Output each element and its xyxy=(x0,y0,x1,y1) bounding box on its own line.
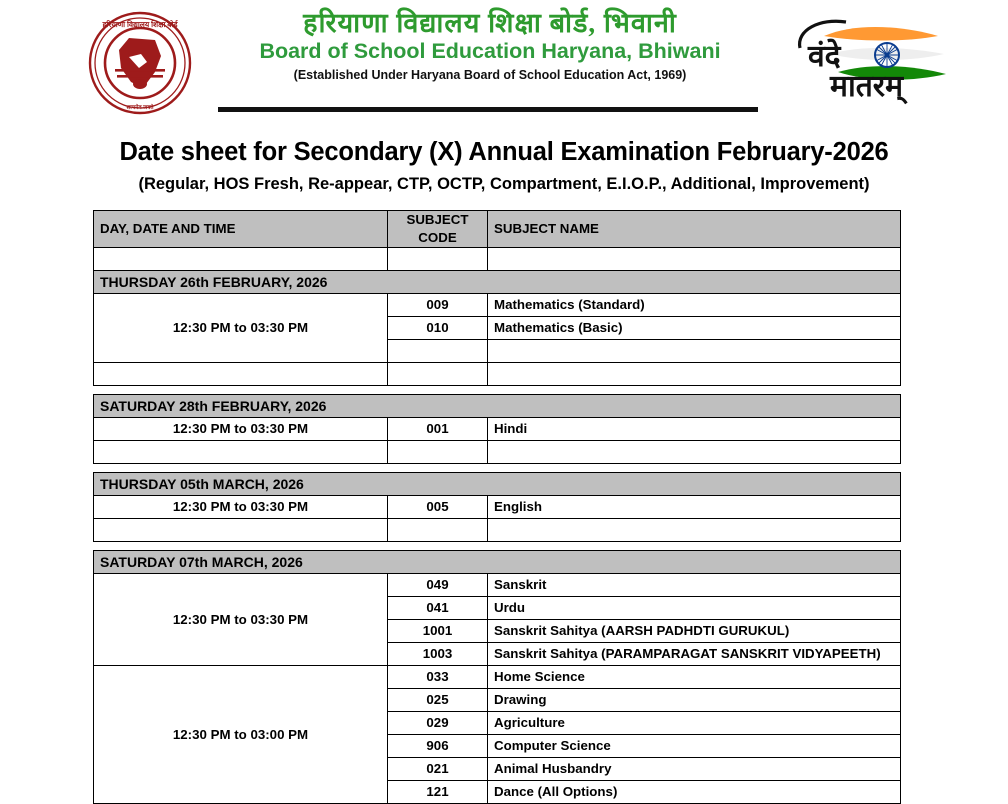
date-banner-label: THURSDAY 26th FEBRUARY, 2026 xyxy=(94,270,901,293)
spacer-cell xyxy=(388,247,488,270)
spacer-cell xyxy=(488,440,901,463)
subject-name-cell: Drawing xyxy=(488,688,901,711)
block-gap-row xyxy=(94,463,901,472)
spacer-cell xyxy=(388,362,488,385)
svg-text:सत्यमेव जयते: सत्यमेव जयते xyxy=(126,105,154,111)
table-row xyxy=(94,417,901,440)
table-row xyxy=(94,495,901,518)
subject-code-cell: 1001 xyxy=(388,619,488,642)
date-banner-row xyxy=(94,394,901,417)
subject-code-cell: 906 xyxy=(388,734,488,757)
spacer-cell xyxy=(388,440,488,463)
established-act-line: (Established Under Haryana Board of School Education Act, 1969) xyxy=(293,67,687,82)
gap-cell xyxy=(94,463,901,472)
table-row xyxy=(94,665,901,688)
subject-name-cell: Sanskrit Sahitya (AARSH PADHDTI GURUKUL) xyxy=(488,619,901,642)
subject-code-cell: 005 xyxy=(388,495,488,518)
block-spacer-row xyxy=(94,362,901,385)
haryana-board-seal-icon xyxy=(85,10,195,116)
date-banner-label: SATURDAY 28th FEBRUARY, 2026 xyxy=(94,394,901,417)
subject-code-cell: 1003 xyxy=(388,642,488,665)
date-banner-row xyxy=(94,550,901,573)
subject-code-cell: 121 xyxy=(388,780,488,803)
spacer-cell xyxy=(488,362,901,385)
subject-code-cell: 009 xyxy=(388,293,488,316)
subject-name-cell xyxy=(488,339,901,362)
header-day-date-time: DAY, DATE AND TIME xyxy=(94,211,388,248)
spacer-cell xyxy=(388,518,488,541)
subject-name-cell: Computer Science xyxy=(488,734,901,757)
date-banner-row xyxy=(94,270,901,293)
page-title: Date sheet for Secondary (X) Annual Examination February-2026 xyxy=(119,138,889,166)
subject-code-cell: 010 xyxy=(388,316,488,339)
gap-cell xyxy=(94,385,901,394)
subject-name-cell: Agriculture xyxy=(488,711,901,734)
subject-name-cell: Sanskrit xyxy=(488,573,901,596)
subject-code-cell: 021 xyxy=(388,757,488,780)
subject-name-cell: Home Science xyxy=(488,665,901,688)
subject-code-cell: 025 xyxy=(388,688,488,711)
header-subject-name: SUBJECT NAME xyxy=(488,211,901,248)
subject-code-cell: 033 xyxy=(388,665,488,688)
svg-text:हरियाणा विद्यालय शिक्षा बोर्ड: हरियाणा विद्यालय शिक्षा बोर्ड xyxy=(102,20,178,29)
table-row xyxy=(94,293,901,316)
table-row xyxy=(94,573,901,596)
masthead xyxy=(0,0,1008,122)
date-banner-row xyxy=(94,472,901,495)
block-spacer-row xyxy=(94,518,901,541)
subject-name-cell: Dance (All Options) xyxy=(488,780,901,803)
exam-time-cell: 12:30 PM to 03:00 PM xyxy=(94,665,388,803)
spacer-cell xyxy=(94,440,388,463)
date-banner-label: SATURDAY 07th MARCH, 2026 xyxy=(94,550,901,573)
page-subtitle: (Regular, HOS Fresh, Re-appear, CTP, OCTP, Compartment, E.I.O.P., Additional, Improvement) xyxy=(138,175,870,193)
subject-code-cell: 041 xyxy=(388,596,488,619)
subject-code-cell: 049 xyxy=(388,573,488,596)
subject-name-cell: Sanskrit Sahitya (PARAMPARAGAT SANSKRIT VIDYAPEETH) xyxy=(488,642,901,665)
subject-code-cell: 029 xyxy=(388,711,488,734)
block-gap-row xyxy=(94,385,901,394)
spacer-cell xyxy=(94,518,388,541)
spacer-cell xyxy=(488,247,901,270)
block-spacer-row xyxy=(94,440,901,463)
subject-code-cell xyxy=(388,339,488,362)
subject-name-cell: Mathematics (Basic) xyxy=(488,316,901,339)
subject-name-cell: Urdu xyxy=(488,596,901,619)
masthead-divider xyxy=(218,107,758,112)
spacer-cell xyxy=(488,518,901,541)
header-subject-code: SUBJECT CODE xyxy=(388,211,488,248)
board-title-block xyxy=(215,8,765,82)
gap-cell xyxy=(94,541,901,550)
svg-text:वंदे: वंदे xyxy=(808,40,841,73)
header-spacer-row xyxy=(94,247,901,270)
exam-time-cell: 12:30 PM to 03:30 PM xyxy=(94,417,388,440)
subject-code-cell: 001 xyxy=(388,417,488,440)
block-gap-row xyxy=(94,541,901,550)
vande-mataram-flag-icon xyxy=(786,8,952,112)
subject-name-cell: Mathematics (Standard) xyxy=(488,293,901,316)
svg-text:मातरम्: मातरम् xyxy=(830,70,904,103)
datesheet-wrapper xyxy=(0,210,1008,804)
exam-time-cell: 12:30 PM to 03:30 PM xyxy=(94,573,388,665)
board-name-english: Board of School Education Haryana, Bhiwani xyxy=(259,39,721,64)
subject-name-cell: Hindi xyxy=(488,417,901,440)
spacer-cell xyxy=(94,362,388,385)
board-name-hindi: हरियाणा विद्यालय शिक्षा बोर्ड, भिवानी xyxy=(303,8,677,38)
subject-name-cell: Animal Husbandry xyxy=(488,757,901,780)
spacer-cell xyxy=(94,247,388,270)
subject-name-cell: English xyxy=(488,495,901,518)
exam-time-cell: 12:30 PM to 03:30 PM xyxy=(94,293,388,362)
exam-time-cell: 12:30 PM to 03:30 PM xyxy=(94,495,388,518)
table-header-row xyxy=(94,211,901,248)
datesheet-table xyxy=(93,210,901,804)
date-banner-label: THURSDAY 05th MARCH, 2026 xyxy=(94,472,901,495)
